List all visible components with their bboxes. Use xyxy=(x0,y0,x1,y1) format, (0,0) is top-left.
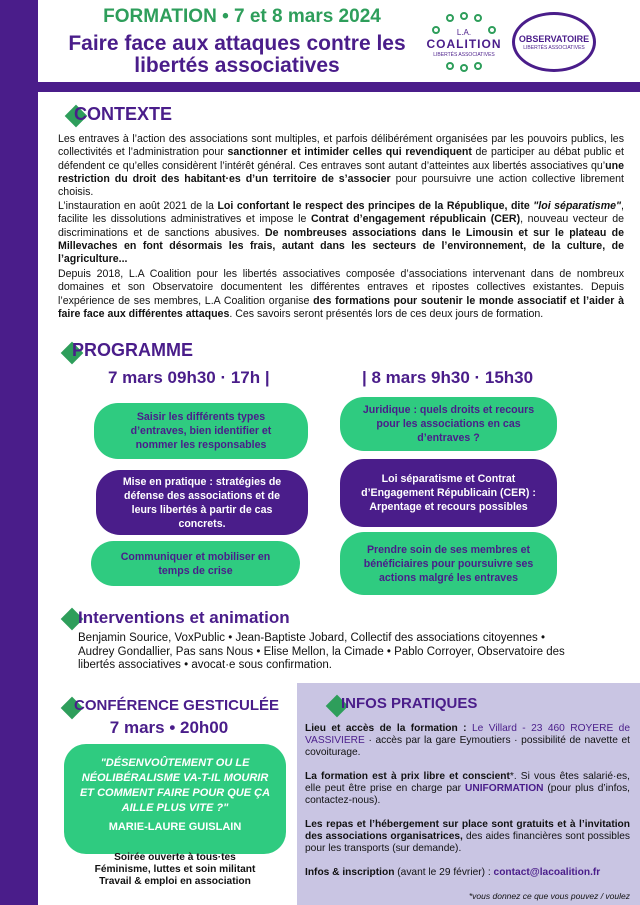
day2-heading: | 8 mars 9h30 · 15h30 xyxy=(362,368,534,387)
infos-prix: La formation est à prix libre et conscient*. Si vous êtes salarié·es, elle peut être prise en charge par UNIFORMATION (pour plus d’infos, contactez-nous). xyxy=(305,771,631,806)
contact-email-link[interactable]: contact@lacoalition.fr xyxy=(493,867,601,878)
programme-day1-item: Mise en pratique : stratégies de défense des associations et de leurs libertés à partir de cas concrets. xyxy=(96,470,308,535)
coalition-logo xyxy=(424,12,504,74)
infos-hebergement: Les repas et l’hébergement sur place sont gratuits et à l’invitation des associations organisatrices, des aides financières sont possibles pour les transports (sur demande). xyxy=(305,819,630,854)
conference-quote: "DÉSENVOÛTEMENT OU LE NÉOLIBÉRALISME VA-T-IL MOURIR ET COMMENT FAIRE POUR QUE ÇA AILLE PLUS VITE ?" xyxy=(79,757,271,814)
logo-dot-icon xyxy=(474,14,482,22)
infos-heading: INFOS PRATIQUES xyxy=(341,695,478,712)
contexte-paragraph-3: Depuis 2018, L.A Coalition pour les libertés associatives composée d’associations intervenant dans de nombreux domaines et son Observatoire documentent les différentes entraves et ripostes collectives existantes. Depuis l’expérience de ses membres, L.A Coalition organise des formations pour soutenir le monde associatif et l’aider à faire face aux différentes attaques. Ces savoirs seront présentés lors de ces deux jours de formation. xyxy=(58,268,624,320)
infos-footnote: *vous donnez ce que vous pouvez / voulez xyxy=(468,891,630,901)
contexte-paragraph-2: L’instauration en août 2021 de la Loi confortant le respect des principes de la République, dite "loi séparatisme", facilite les dissolutions administratives et impose le Contrat d’engagement républicain (CER), nouveau vecteur de discriminations et de sanctions abusives. De nombreuses associations dans le Limousin et sur le plateau de Millevaches en font désormais les frais, autant dans les secteurs de l’environnement, de la culture, de l’agriculture... xyxy=(58,200,625,266)
observatoire-logo-name: OBSERVATOIRE xyxy=(518,34,590,44)
conference-author: MARIE-LAURE GUISLAIN xyxy=(108,821,242,833)
logo-dot-icon xyxy=(460,64,468,72)
coalition-logo-name: COALITION xyxy=(426,37,502,51)
interventions-list: Benjamin Sourice, VoxPublic • Jean-Baptiste Jobard, Collectif des associations citoyennes • Audrey Gondallier, Pas sans Nous • Elise Mellon, la Cimade • Pablo Corroyer, Observatoire des libertés associatives • avocat·e sous confirmation. xyxy=(78,632,565,671)
infos-lieu: Lieu et accès de la formation : Le Villard - 23 460 ROYERE de VASSIVIERE · accès par la gare Eymoutiers · possibilité de navette et covoiturage. xyxy=(305,723,630,758)
programme-day2-item: Loi séparatisme et Contrat d’Engagement Républicain (CER) : Arpentage et recours possibles xyxy=(340,459,557,527)
conference-footer-line: Travail & emploi en association xyxy=(99,876,251,887)
contexte-paragraph-1: Les entraves à l’action des associations sont multiples, et parfois délibérément organisées par les pouvoirs publics, les collectivités et l’administration pour sanctionner et intimider celles qui revendiquent de participer au débat public et défendent ce qu’elles considèrent l’intérêt général. Ces entraves sont autant d’atteintes aux libertés associatives qu’une restriction du droit des habitant·es d’un territoire de s’associer pour poursuivre une action collective librement choisis. xyxy=(58,133,624,199)
page-title: Faire face aux attaques contre les libertés associatives xyxy=(68,32,406,77)
conference-heading: CONFÉRENCE GESTICULÉE xyxy=(74,697,280,714)
infos-inscription: Infos & inscription (avant le 29 février) : contact@lacoalition.fr xyxy=(305,867,601,878)
logo-dot-icon xyxy=(474,62,482,70)
conference-date: 7 mars • 20h00 xyxy=(109,718,229,737)
infos-pratiques-panel xyxy=(297,683,640,905)
programme-day2-item: Prendre soin de ses membres et bénéficiaires pour poursuivre ses actions malgré les entraves xyxy=(340,532,557,595)
coalition-logo-la: L.A. xyxy=(456,28,472,37)
left-accent-bar xyxy=(0,0,38,905)
programme-day2-item: Juridique : quels droits et recours pour les associations en cas d’entraves ? xyxy=(340,397,557,451)
programme-heading: PROGRAMME xyxy=(72,340,193,360)
logo-dot-icon xyxy=(460,12,468,20)
formation-date-line: FORMATION • 7 et 8 mars 2024 xyxy=(103,6,381,27)
logo-dot-icon xyxy=(446,14,454,22)
conference-box xyxy=(64,744,286,854)
header-underline xyxy=(38,82,640,92)
conference-footer xyxy=(64,852,286,888)
coalition-logo-sub: LIBERTÉS ASSOCIATIVES xyxy=(433,52,495,58)
conference-footer-line: Soirée ouverte à tous·tes xyxy=(114,852,236,863)
observatoire-logo xyxy=(512,12,596,72)
observatoire-logo-sub: LIBERTÉS ASSOCIATIVES xyxy=(523,45,585,51)
day1-heading: 7 mars 09h30 · 17h | xyxy=(108,368,270,387)
programme-day1-item: Saisir les différents types d’entraves, bien identifier et nommer les responsables xyxy=(94,403,308,459)
uniformation-link[interactable]: UNIFORMATION xyxy=(465,783,544,794)
logo-dot-icon xyxy=(446,62,454,70)
programme-day1-item: Communiquer et mobiliser en temps de crise xyxy=(91,541,300,586)
contexte-heading: CONTEXTE xyxy=(74,104,173,124)
conference-footer-line: Féminisme, luttes et soin militant xyxy=(94,864,256,875)
interventions-heading: Interventions et animation xyxy=(78,608,290,627)
